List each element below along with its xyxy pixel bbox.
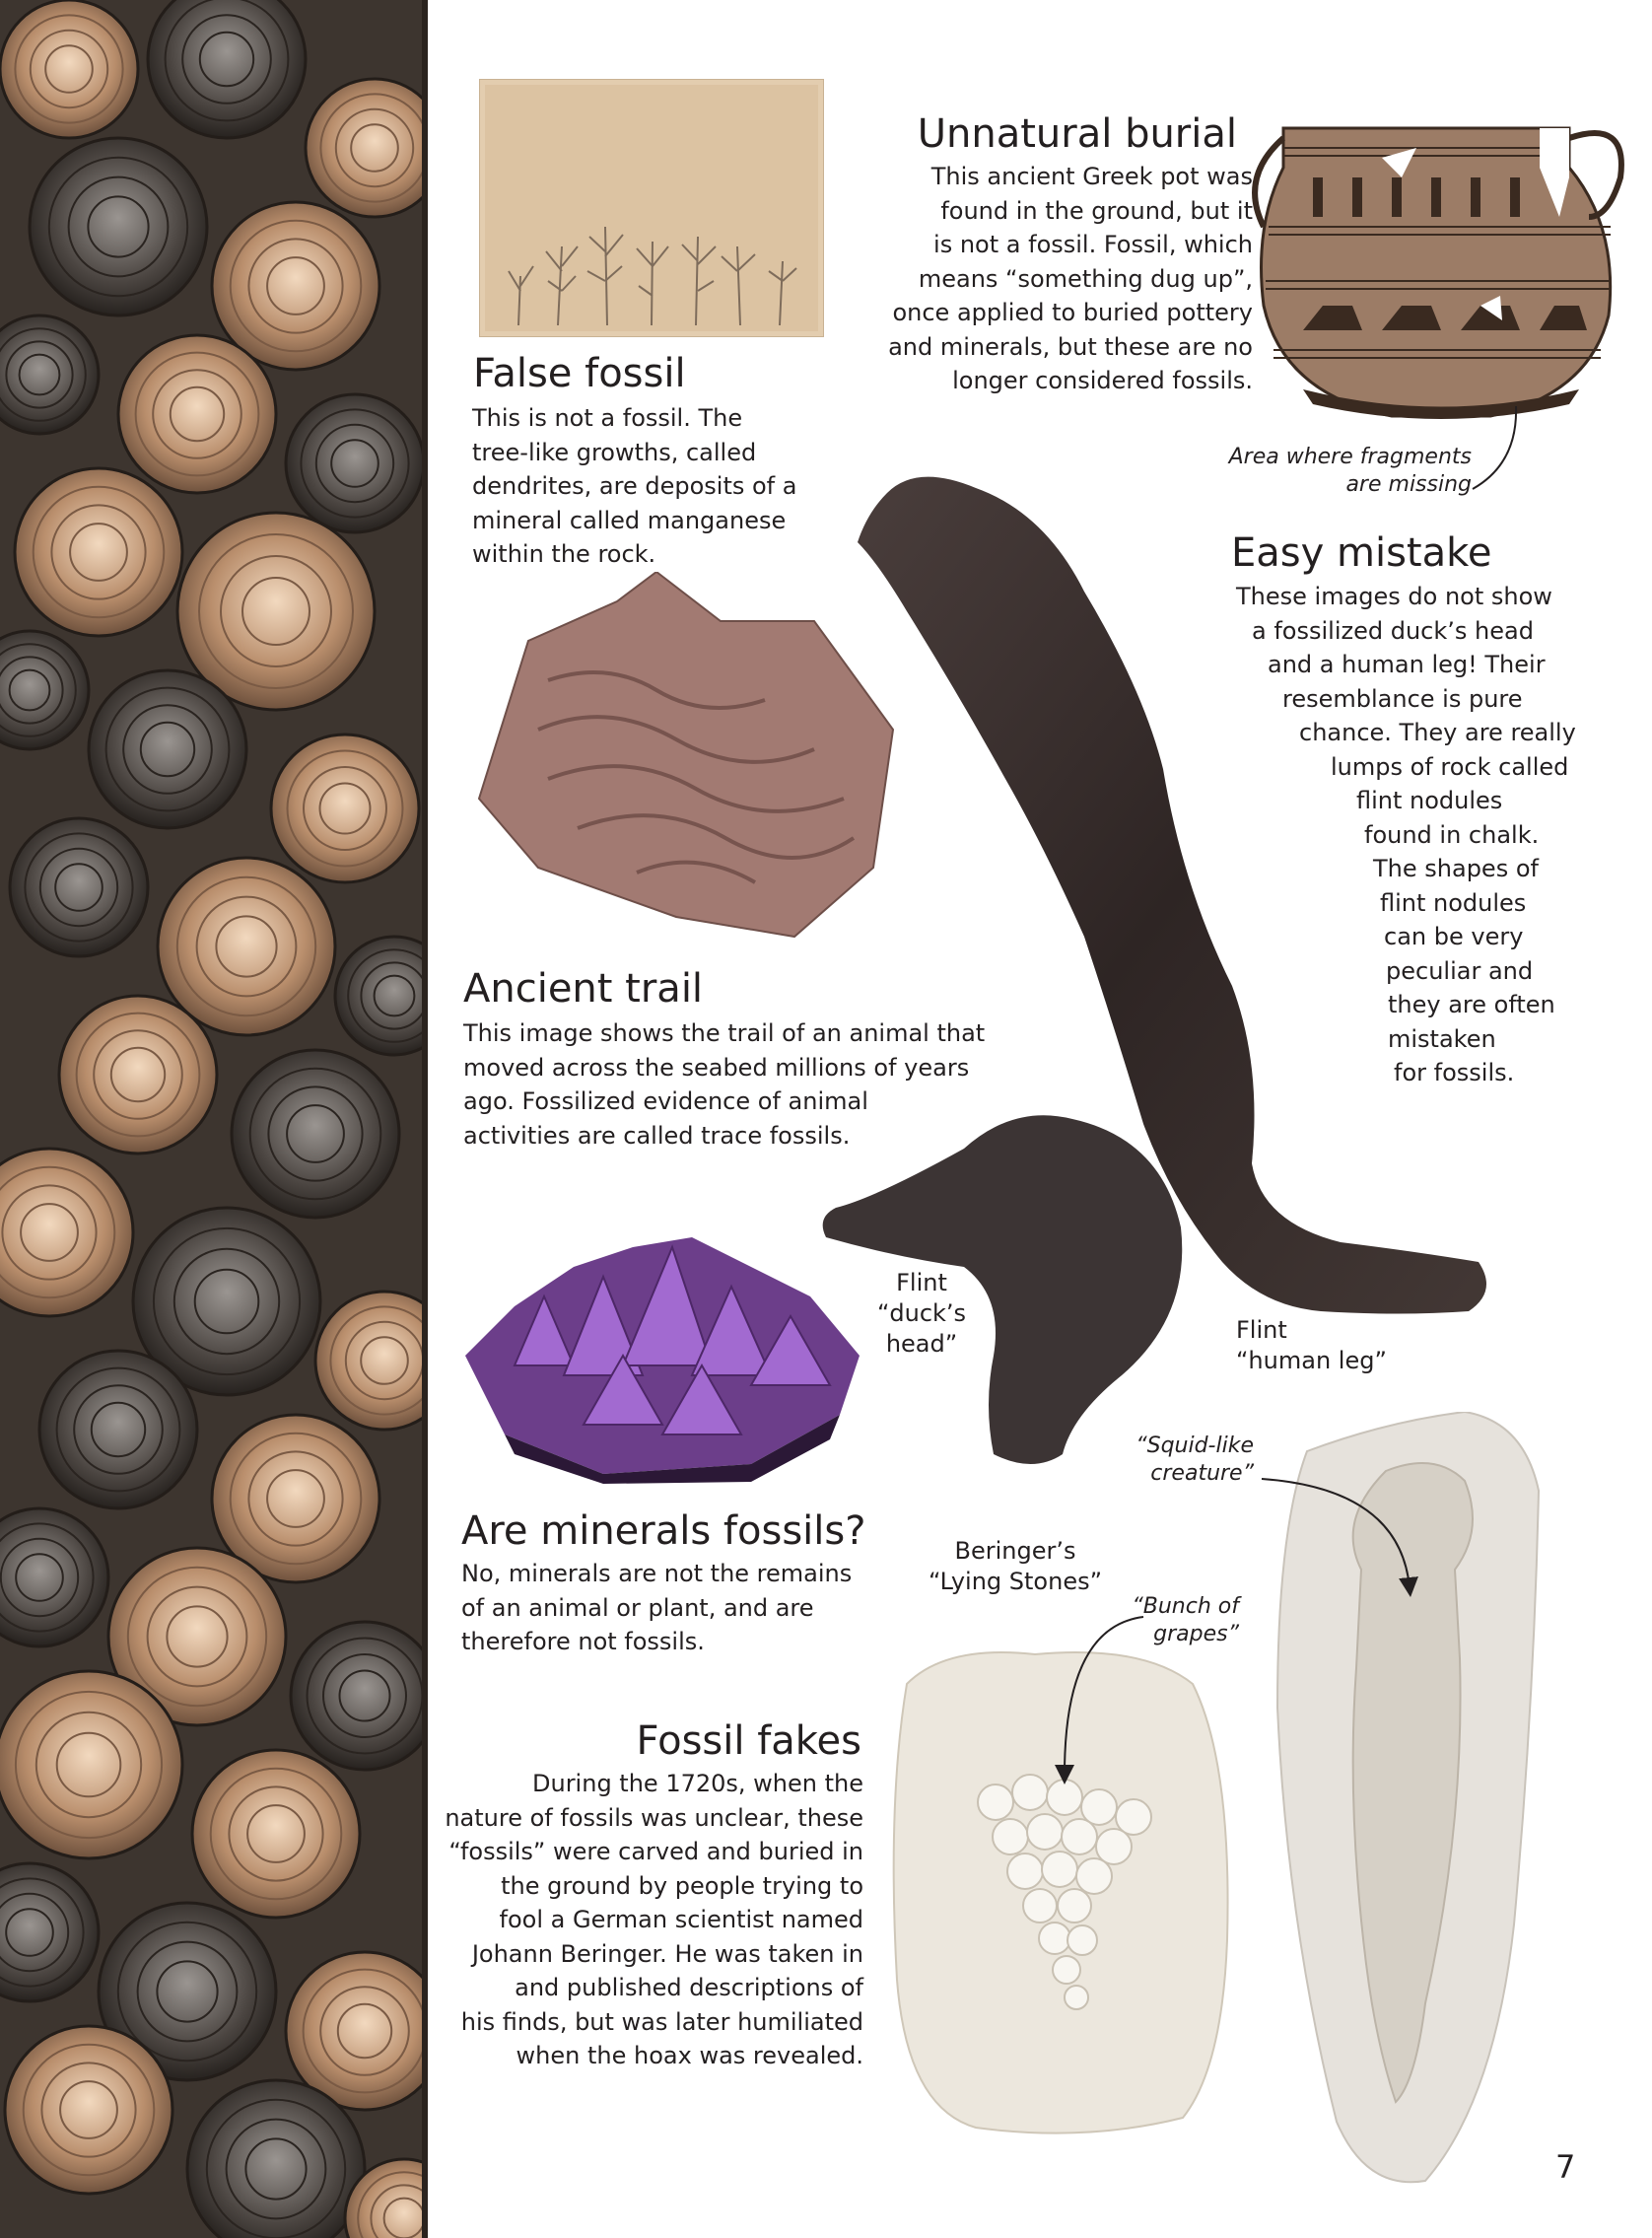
ammonite-shell <box>10 818 148 956</box>
text-line: can be very <box>1384 923 1524 950</box>
ammonite-shell <box>0 0 138 138</box>
ancient-trail-heading: Ancient trail <box>463 966 704 1012</box>
trace-fossil-rock-image <box>459 572 903 946</box>
ammonite-shell <box>59 996 217 1154</box>
ammonite-shell <box>89 670 246 828</box>
unnatural-burial-text <box>839 160 1253 398</box>
false-fossil-heading: False fossil <box>473 351 686 396</box>
text-line: Johann Beringer. He was taken in <box>471 1939 863 1968</box>
text-line: found in chalk. <box>1364 820 1540 849</box>
minerals-heading: Are minerals fossils? <box>461 1508 866 1554</box>
minerals-text <box>461 1557 852 1659</box>
text-line: No, minerals are not the remains <box>461 1560 853 1587</box>
text-line: longer considered fossils. <box>952 367 1253 394</box>
text-line: This image shows the trail of an animal that <box>463 1019 986 1047</box>
text-line: lumps of rock called <box>1331 752 1569 781</box>
text-line: the ground by people trying to <box>501 1871 863 1900</box>
text-line: The shapes of <box>1373 855 1539 882</box>
dendrite-rock-image <box>479 79 824 337</box>
caption-line: “Lying Stones” <box>928 1568 1103 1595</box>
text-line: This is not a fossil. The <box>472 404 743 432</box>
text-line: ago. Fossilized evidence of animal <box>463 1087 868 1115</box>
text-line: therefore not fossils. <box>461 1628 705 1655</box>
annotation-line: grapes” <box>1153 1622 1239 1646</box>
text-line: resemblance is pure <box>1282 684 1523 713</box>
ammonite-shell <box>158 858 335 1035</box>
caption-line: Beringer’s <box>954 1537 1076 1565</box>
text-line: activities are called trace fossils. <box>463 1121 851 1150</box>
ammonite-shell <box>5 2026 172 2194</box>
text-line: and published descriptions of <box>515 1974 863 2001</box>
text-line: a fossilized duck’s head <box>1252 616 1534 645</box>
greek-pot-image <box>1244 108 1638 424</box>
easy-mistake-heading: Easy mistake <box>1231 530 1492 576</box>
amethyst-cluster-image <box>455 1227 869 1484</box>
ammonite-shell <box>271 734 419 882</box>
text-line: moved across the seabed millions of years <box>463 1053 970 1082</box>
caption-line: Flint <box>896 1269 947 1296</box>
text-line: chance. They are really <box>1299 719 1576 746</box>
text-line: when the hoax was revealed. <box>516 2042 863 2069</box>
text-line: means “something dug up”, <box>918 264 1253 293</box>
text-line: within the rock. <box>472 540 656 568</box>
annotation-line: creature” <box>1150 1461 1254 1486</box>
caption-line: “human leg” <box>1236 1347 1387 1374</box>
annotation-line: “Squid-like <box>1136 1434 1254 1458</box>
text-line: they are often <box>1388 991 1555 1018</box>
fossil-fakes-text <box>430 1767 863 2073</box>
ammonite-shell <box>30 138 207 315</box>
pointer-arrows <box>1025 1459 1439 1784</box>
flint-leg-caption <box>1236 1315 1387 1376</box>
strip-divider <box>422 0 428 2238</box>
text-line: nature of fossils was unclear, these <box>445 1803 863 1832</box>
flint-duck-caption <box>867 1268 976 1360</box>
caption-line: Flint <box>1236 1316 1287 1344</box>
text-line: once applied to buried pottery <box>892 299 1253 326</box>
ammonite-shell <box>192 1750 360 1918</box>
text-line: This ancient Greek pot was <box>930 163 1253 190</box>
ammonite-shell <box>15 468 182 636</box>
text-line: These images do not show <box>1236 583 1552 610</box>
text-line: is not a fossil. Fossil, which <box>933 231 1253 258</box>
text-line: and minerals, but these are no <box>888 332 1253 361</box>
text-line: of an animal or plant, and are <box>461 1593 814 1622</box>
text-line: “fossils” were carved and buried in <box>448 1838 863 1865</box>
ammonite-shell <box>0 1671 182 1858</box>
text-line: fool a German scientist named <box>499 1906 863 1933</box>
ammonite-shell <box>187 2080 365 2238</box>
annotation-line: are missing <box>1345 472 1472 497</box>
false-fossil-text <box>472 401 796 572</box>
text-line: dendrites, are deposits of a <box>472 472 797 500</box>
text-line: and a human leg! Their <box>1268 651 1546 678</box>
ammonite-photo-strip <box>0 0 422 2238</box>
ammonite-cluster-illustration <box>0 0 422 2238</box>
text-line: his finds, but was later humiliated <box>460 2007 863 2036</box>
caption-line: “duck’s <box>876 1299 967 1327</box>
text-line: flint nodules <box>1380 888 1527 917</box>
text-line: tree-like growths, called <box>472 438 757 466</box>
text-line: mineral called manganese <box>472 506 787 534</box>
fossil-fakes-heading: Fossil fakes <box>636 1718 861 1764</box>
caption-line: head” <box>885 1330 958 1358</box>
ammonite-shell <box>118 335 276 493</box>
unnatural-burial-heading: Unnatural burial <box>917 111 1237 157</box>
text-line: flint nodules <box>1356 787 1503 814</box>
text-line: During the 1720s, when the <box>532 1770 863 1797</box>
text-line: mistaken <box>1388 1024 1496 1053</box>
ammonite-shell <box>291 1622 422 1770</box>
ammonite-shell <box>39 1351 197 1508</box>
ammonite-shell <box>232 1050 399 1218</box>
page-number: 7 <box>1555 2148 1576 2186</box>
ammonite-shell <box>286 394 422 532</box>
text-line: peculiar and <box>1386 956 1534 985</box>
annotation-line: Area where fragments <box>1228 445 1472 469</box>
easy-mistake-text <box>1218 580 1576 1090</box>
text-line: for fossils. <box>1394 1059 1515 1086</box>
ammonite-shell <box>148 0 306 138</box>
annotation-line: “Bunch of <box>1132 1594 1239 1619</box>
text-line: found in the ground, but it <box>940 196 1253 225</box>
